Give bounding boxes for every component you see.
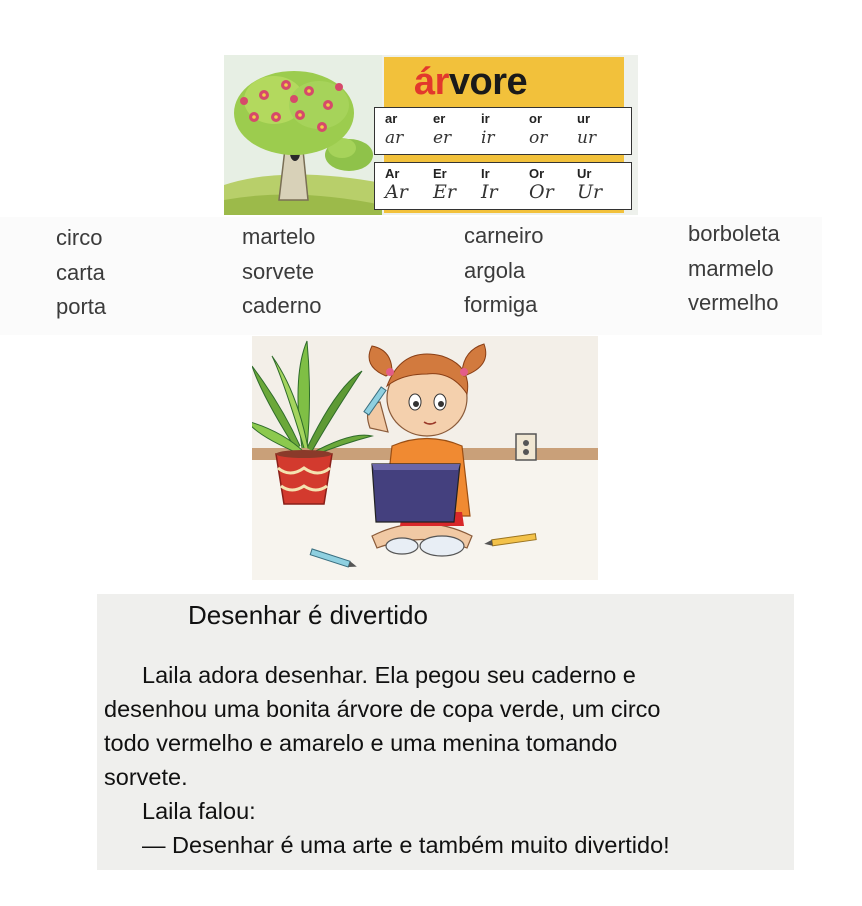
reading-title: Desenhar é divertido bbox=[188, 600, 428, 630]
word-list bbox=[0, 217, 822, 335]
syllable-print: ur bbox=[577, 111, 590, 126]
syllable-cursive: ir bbox=[481, 128, 495, 148]
word: circo bbox=[56, 225, 103, 250]
text-line: Laila adora desenhar. Ela pegou seu caderno e bbox=[142, 662, 636, 688]
syllable-cursive: Ir bbox=[481, 181, 498, 203]
syllable-cursive: Ur bbox=[577, 181, 603, 203]
syllable-print: Ir bbox=[481, 166, 490, 181]
reading-body bbox=[104, 658, 794, 862]
word: argola bbox=[464, 257, 526, 283]
key-word bbox=[414, 61, 624, 104]
word: vermelho bbox=[688, 290, 779, 315]
syllable-print: Or bbox=[529, 166, 545, 181]
word: martelo bbox=[242, 224, 316, 249]
lowercase-syllable-box bbox=[374, 107, 632, 155]
syllable-cursive: ar bbox=[385, 128, 404, 148]
word-column bbox=[56, 221, 106, 325]
syllable-print: er bbox=[433, 111, 446, 126]
word: sorvete bbox=[242, 258, 315, 284]
text-line: sorvete. bbox=[104, 764, 188, 790]
word: formiga bbox=[464, 292, 538, 317]
uppercase-syllable-box bbox=[374, 162, 632, 210]
uppercase-print-row bbox=[385, 166, 625, 181]
key-word-rest: vore bbox=[448, 61, 528, 103]
lowercase-print-row bbox=[385, 111, 625, 126]
text-line: todo vermelho e amarelo e uma menina tomando bbox=[104, 730, 618, 756]
key-word-highlight: ár bbox=[414, 61, 449, 103]
syllable-print: ar bbox=[385, 111, 398, 126]
lowercase-cursive-row bbox=[385, 128, 625, 148]
word: caderno bbox=[242, 293, 322, 318]
syllable-cursive: or bbox=[529, 128, 548, 148]
reading-passage bbox=[97, 594, 794, 870]
syllable-cursive: Er bbox=[433, 181, 456, 203]
syllable-print: ir bbox=[481, 111, 490, 126]
word-column bbox=[688, 217, 780, 321]
word: borboleta bbox=[688, 221, 780, 246]
word: porta bbox=[56, 294, 107, 319]
syllable-cursive: ur bbox=[577, 128, 597, 148]
syllable-cursive: er bbox=[433, 128, 452, 148]
syllable-cursive: Or bbox=[529, 181, 554, 203]
word-column bbox=[242, 220, 322, 324]
syllable-print: or bbox=[529, 111, 542, 126]
syllable-card bbox=[224, 55, 638, 215]
syllable-print: Ar bbox=[385, 166, 400, 181]
syllable-cursive: Ar bbox=[385, 181, 408, 203]
girl-drawing-illustration bbox=[252, 336, 598, 580]
word: carneiro bbox=[464, 223, 544, 248]
word: marmelo bbox=[688, 255, 774, 281]
tree-illustration bbox=[224, 55, 382, 215]
text-line: — Desenhar é uma arte e também muito divertido! bbox=[142, 832, 670, 858]
syllable-print: Er bbox=[433, 166, 447, 181]
uppercase-cursive-row bbox=[385, 181, 625, 203]
word: carta bbox=[56, 259, 105, 285]
girl-drawing-svg bbox=[252, 336, 598, 580]
word-column bbox=[464, 219, 543, 323]
syllable-print: Ur bbox=[577, 166, 592, 181]
text-line: Laila falou: bbox=[142, 798, 256, 824]
text-line: desenhou uma bonita árvore de copa verde, um circo bbox=[104, 696, 661, 722]
